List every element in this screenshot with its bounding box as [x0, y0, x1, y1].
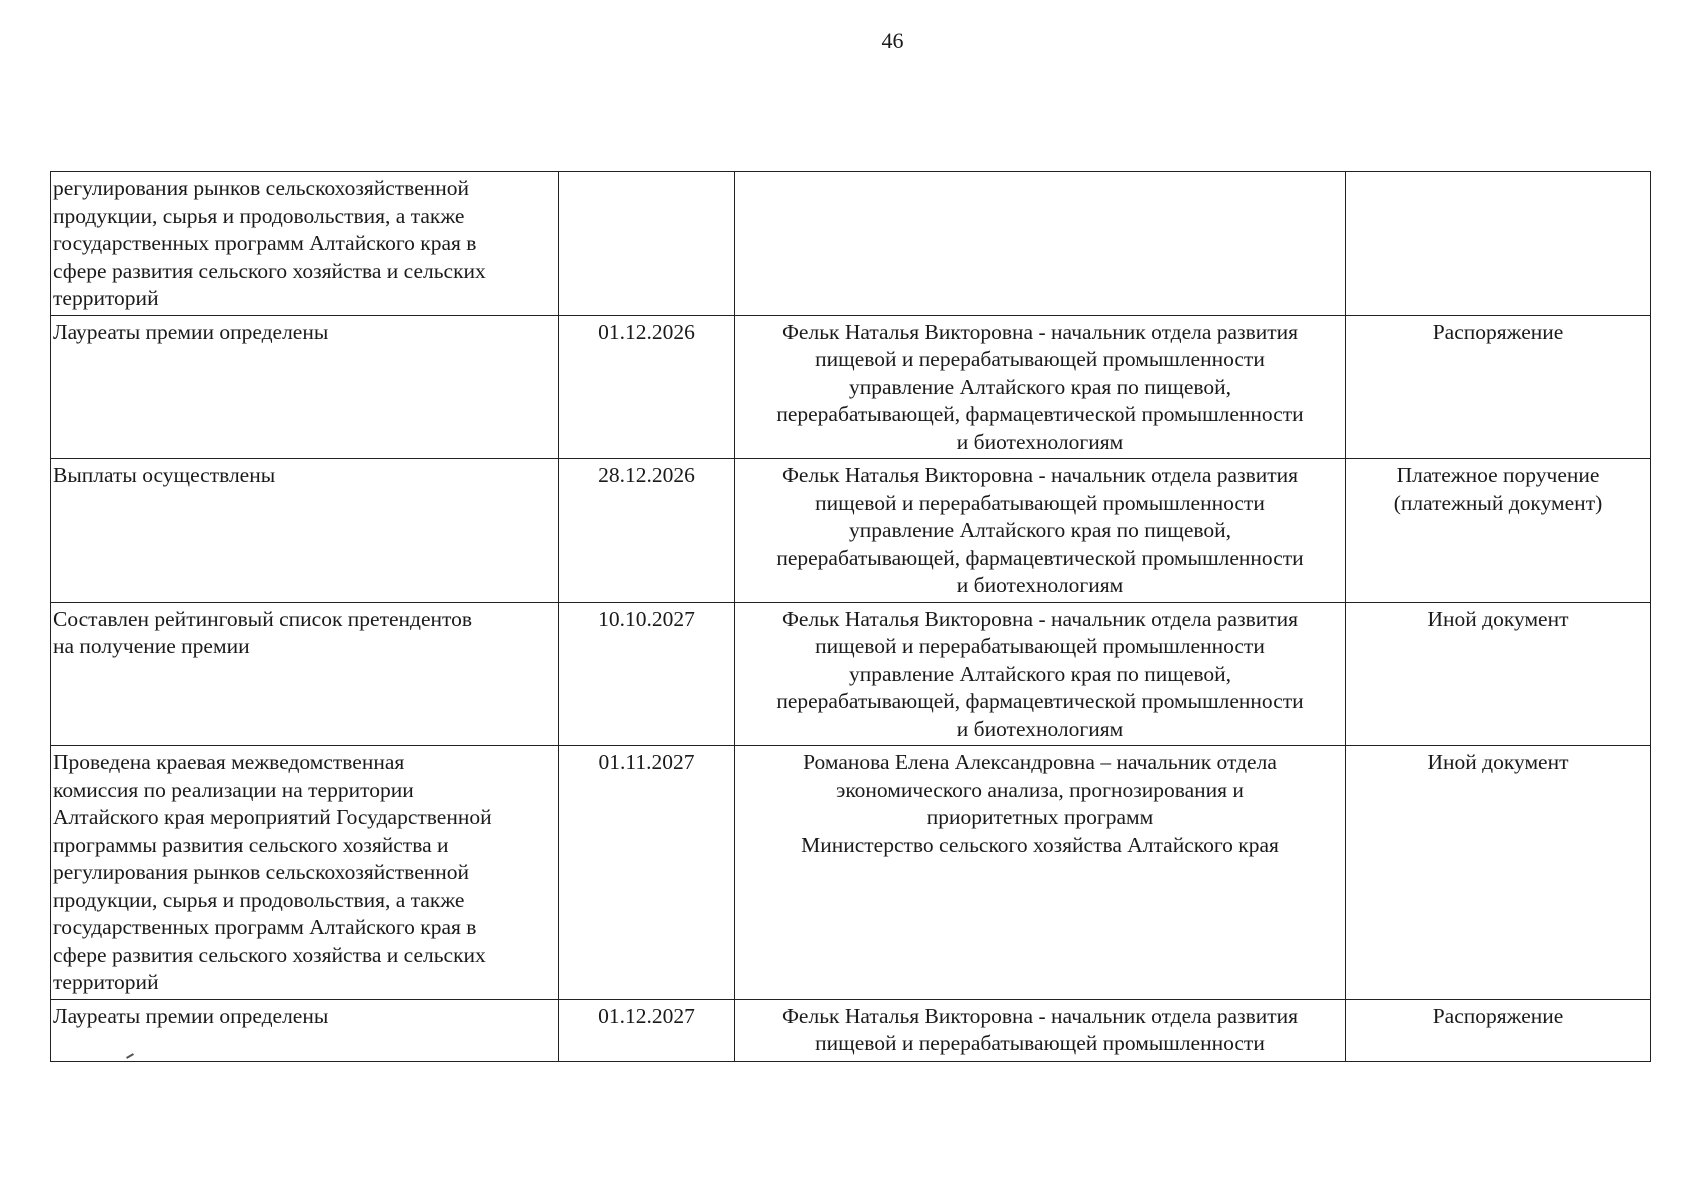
document-cell — [1346, 602, 1651, 746]
date-text: 01.12.2026 — [598, 319, 695, 344]
responsible-text: Фельк Наталья Викторовна - начальник отдела развития пищевой и перерабатывающей промышленности управление Алтайского края по пищевой, перерабатывающей, фармацевтической промышленности и биотехнологиям — [776, 319, 1304, 454]
date-cell — [559, 602, 735, 746]
table-row — [51, 999, 1651, 1061]
event-cell — [51, 602, 559, 746]
document-cell — [1346, 172, 1651, 316]
event-text: Выплаты осуществлены — [53, 463, 276, 487]
document-text: Иной документ — [1427, 750, 1569, 774]
document-text: Платежное поручение (платежный документ) — [1393, 463, 1603, 515]
table-row — [51, 172, 1651, 316]
event-cell — [51, 172, 559, 316]
document-cell — [1346, 459, 1651, 603]
table-row — [51, 315, 1651, 459]
date-text: 10.10.2027 — [598, 606, 695, 631]
table-row — [51, 746, 1651, 1000]
event-cell — [51, 315, 559, 459]
document-text: Распоряжение — [1432, 319, 1564, 344]
responsible-cell — [735, 602, 1346, 746]
responsible-cell — [735, 459, 1346, 603]
date-cell — [559, 459, 735, 603]
table-row — [51, 602, 1651, 746]
event-text: Лауреаты премии определены — [53, 319, 329, 344]
date-cell — [559, 315, 735, 459]
event-text: регулирования рынков сельскохозяйственной продукции, сырья и продовольствия, а также государственных программ Алтайского края в сфере развития сельского хозяйства и сельских территорий — [53, 176, 486, 310]
date-text: 01.11.2027 — [598, 750, 695, 774]
date-text: 28.12.2026 — [598, 463, 695, 487]
event-text: Проведена краевая межведомственная комиссия по реализации на территории Алтайского края мероприятий Государственной программы развития сельского хозяйства и регулирования рынков сельскохозяйственной продукции, сырья и продовольствия, а также государственных программ Алтайского края в сфере развития сельского хозяйства и сельских территорий — [53, 750, 492, 994]
activities-table — [50, 171, 1651, 1062]
document-text: Распоряжение — [1432, 1003, 1564, 1028]
responsible-text: Фельк Наталья Викторовна - начальник отдела развития пищевой и перерабатывающей промышленности управление Алтайского края по пищевой, перерабатывающей, фармацевтической промышленности и биотехнологиям — [776, 606, 1304, 741]
date-cell — [559, 999, 735, 1061]
table-row — [51, 459, 1651, 603]
date-cell — [559, 172, 735, 316]
date-cell — [559, 746, 735, 1000]
event-cell — [51, 746, 559, 1000]
event-cell — [51, 999, 559, 1061]
responsible-cell — [735, 315, 1346, 459]
responsible-text: Фельк Наталья Викторовна - начальник отдела развития пищевой и перерабатывающей промышленности — [781, 1003, 1299, 1055]
responsible-text: Романова Елена Александровна – начальник отдела экономического анализа, прогнозирования и приоритетных программ Министерство сельского хозяйства Алтайского края — [801, 750, 1279, 857]
document-cell — [1346, 315, 1651, 459]
event-text: Составлен рейтинговый список претендентов на получение премии — [53, 606, 473, 658]
document-cell — [1346, 746, 1651, 1000]
document-cell — [1346, 999, 1651, 1061]
document-text: Иной документ — [1427, 606, 1569, 631]
responsible-text: Фельк Наталья Викторовна - начальник отдела развития пищевой и перерабатывающей промышленности управление Алтайского края по пищевой, перерабатывающей, фармацевтической промышленности и биотехнологиям — [776, 463, 1304, 597]
event-cell — [51, 459, 559, 603]
page-number: 46 — [881, 28, 904, 53]
date-text: 01.12.2027 — [598, 1003, 695, 1028]
responsible-cell — [735, 172, 1346, 316]
responsible-cell — [735, 746, 1346, 1000]
event-text: Лауреаты премии определены — [53, 1003, 329, 1028]
responsible-cell — [735, 999, 1346, 1061]
